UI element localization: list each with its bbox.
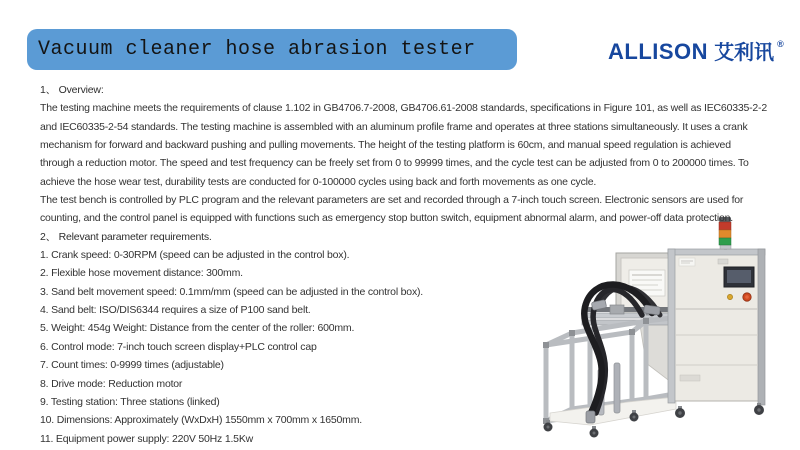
parameter-item: 1. Crank speed: 0-30RPM (speed can be adjusted in the control box). <box>40 249 350 262</box>
section-overview-heading: 1、 Overview: <box>40 84 104 96</box>
document-body <box>40 81 785 448</box>
brand-logo <box>608 36 784 65</box>
overview-line: The test bench is controlled by PLC program and the relevant parameters are set and recorded through a 7-inch touch screen. Electronic sensors are used for <box>40 194 744 207</box>
overview-line: and IEC60335-2-54 standards. The testing machine is assembled with an aluminum profile frame and operates at three stations simultaneously. It uses a crank <box>40 120 748 133</box>
parameter-item: 11. Equipment power supply: 220V 50Hz 1.5Kw <box>40 432 254 445</box>
parameter-item: 5. Weight: 454g Weight: Distance from the center of the roller: 600mm. <box>40 322 355 335</box>
overview-line: counting, and the control panel is equipped with functions such as emergency stop button switch, equipment abnormal alarm, and power-off data protection. <box>40 212 733 225</box>
brand-logo-latin: ALLISON <box>608 39 709 64</box>
parameter-item: 9. Testing station: Three stations (linked) <box>40 395 220 408</box>
parameter-item: 3. Sand belt movement speed: 0.1mm/mm (speed can be adjusted in the control box). <box>40 285 424 298</box>
brand-logo-chinese: 艾利讯 <box>714 42 775 64</box>
parameter-item: 8. Drive mode: Reduction motor <box>40 377 183 390</box>
overview-line: through a reduction motor. The speed and test frequency can be freely set from 0 to 99999 times, and the cycle test can be adjusted from 0 to 200000 times. To <box>40 157 749 170</box>
page-title: Vacuum cleaner hose abrasion tester <box>38 38 476 61</box>
parameter-item: 6. Control mode: 7-inch touch screen display+PLC control cap <box>40 340 317 353</box>
parameter-item: 2. Flexible hose movement distance: 300mm. <box>40 267 243 280</box>
parameter-item: 4. Sand belt: ISO/DIS6344 requires a size of P100 sand belt. <box>40 304 311 317</box>
parameter-item: 10. Dimensions: Approximately (WxDxH) 1550mm x 700mm x 1650mm. <box>40 414 362 427</box>
overview-line: achieve the hose wear test, durability tests are conducted for 0-100000 cycles using back and forth movements as one cycle. <box>40 175 597 188</box>
section-parameters-heading: 2、 Relevant parameter requirements. <box>40 230 212 243</box>
overview-line: The testing machine meets the requirements of clause 1.102 in GB4706.7-2008, GB4706.61-2008 standards, specifications in Figure 101, as well as IEC60335-2-2 <box>40 102 767 115</box>
parameter-item: 7. Count times: 0-9999 times (adjustable) <box>40 359 224 372</box>
registered-trademark-icon: ® <box>777 39 784 49</box>
overview-line: mechanism for forward and backward pushing and pulling movements. The height of the testing platform is 60cm, and manual speed regulation is achieved <box>40 139 731 152</box>
title-banner <box>27 29 517 70</box>
